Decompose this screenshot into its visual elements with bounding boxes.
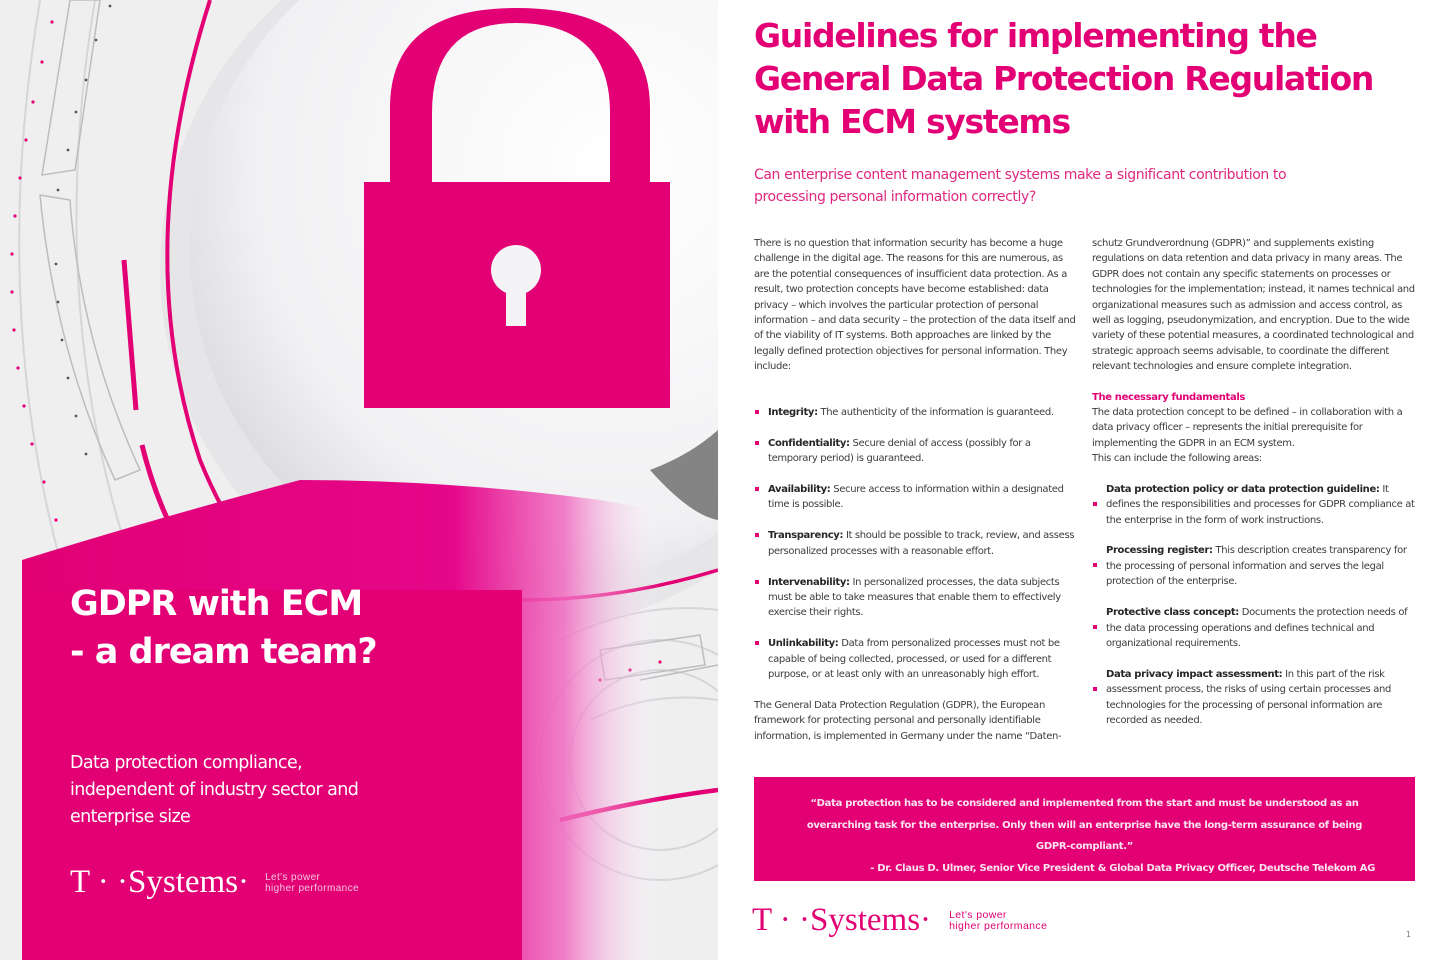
bullet-square-icon <box>1093 625 1097 629</box>
tagline-line2: higher performance <box>949 919 1048 932</box>
bullet-square-icon <box>755 533 759 537</box>
objective-text: It should be possible to track, review, and assess personalized processes with a reasonable effort. <box>768 530 1075 557</box>
area-term: Protective class concept: <box>1106 607 1239 619</box>
objective-text: The authenticity of the information is guaranteed. <box>817 406 1054 418</box>
bullet-square-icon <box>755 441 759 445</box>
cover-title <box>70 580 377 676</box>
section-heading: The necessary fundamentals <box>1092 391 1246 403</box>
area-text: In this part of the risk assessment process, the risks of using certain processes and technologies for the processing of personal information are recorded as needed. <box>1106 668 1392 727</box>
objective-term: Transparency: <box>768 530 844 542</box>
content-page <box>718 0 1440 960</box>
t-systems-logo-mark: T · ·Systems· <box>70 864 250 900</box>
list-item <box>1092 605 1422 651</box>
objective-text: Secure access to information within a designated time is possible. <box>768 483 1064 511</box>
area-term: Data privacy impact assessment: <box>1106 668 1283 680</box>
page-number: 1 <box>1406 930 1412 939</box>
page-lead: Can enterprise content management systems make a significant contribution to processing personal information correctly? <box>754 167 1287 205</box>
objective-term: Availability: <box>768 483 831 495</box>
cover-title-line2: - a dream team? <box>70 632 377 672</box>
list-item <box>754 405 1079 420</box>
objective-text: Secure denial of access (possibly for a temporary period) is guaranteed. <box>768 437 1031 464</box>
bullet-square-icon <box>1093 502 1097 506</box>
objective-term: Integrity: <box>768 406 818 418</box>
list-item <box>754 636 1079 682</box>
concept-areas-list <box>1092 482 1422 729</box>
logo-tagline <box>265 872 359 894</box>
quote-author: - Dr. Claus D. Ulmer, Senior Vice President & Global Data Privacy Officer, Deutsche Telekom AG <box>870 862 1375 874</box>
objective-term: Intervenability: <box>768 576 850 588</box>
intro-paragraph: There is no question that information security has become a huge challenge in the digital age. The reasons for this are numerous, as are the potential consequences of insufficient data protection. As a result, two protection concepts have become established: data privacy – which involves the particular protection of personal information – and data security – the protection of the data itself and of the viability of IT systems. Both approaches are linked by the legally defined protection objectives for personal information. They include: <box>754 238 1076 373</box>
objective-term: Unlinkability: <box>768 638 839 650</box>
objective-text: In personalized processes, the data subjects must be able to take measures that enable them to effectively exercise their rights. <box>768 576 1061 619</box>
quote-text: “Data protection has to be considered and implemented from the start and must be understood as an overarching task for the enterprise. Only then will an enterprise have the long-term assurance of being GDPR-compliant.” <box>806 798 1363 852</box>
list-item <box>754 575 1079 621</box>
area-term: Processing register: <box>1106 545 1213 557</box>
cover-subtitle: Data protection compliance, independent of industry sector and enterprise size <box>70 753 359 827</box>
protection-objectives-list <box>754 405 1079 683</box>
objective-text: Data from personalized processes must not be capable of being collected, processed, or used for a different purpose, or at least only with an unreasonably high effort. <box>768 638 1060 681</box>
list-item <box>1092 543 1422 589</box>
t-systems-logo-mark: T · ·Systems· <box>752 902 932 938</box>
cover-page <box>0 0 718 960</box>
bullet-square-icon <box>755 487 759 491</box>
cover-title-line1: GDPR with ECM <box>70 584 363 624</box>
pull-quote <box>754 777 1415 881</box>
area-text: This description creates transparency for the processing of personal information and serves the legal protection of the enterprise. <box>1106 545 1407 588</box>
left-column <box>754 236 1079 744</box>
bullet-square-icon <box>755 580 759 584</box>
tagline-line2: higher performance <box>265 882 359 894</box>
section-paragraph: The data protection concept to be defined – in collaboration with a data privacy officer – represents the initial prerequisite for implementing the GDPR in an ECM system. <box>1092 407 1403 449</box>
page-title: Guidelines for implementing the General Data Protection Regulation with ECM systems <box>754 16 1374 141</box>
logo-tagline <box>949 910 1047 932</box>
section-paragraph-2: This can include the following areas: <box>1092 453 1262 465</box>
list-item <box>1092 482 1422 528</box>
list-item <box>1092 667 1422 729</box>
area-text: Documents the protection needs of the data processing operations and defines technical and organizational requirements. <box>1106 607 1408 649</box>
gdpr-paragraph: The General Data Protection Regulation (GDPR), the European framework for protecting personal and personally identifiable information, is implemented in Germany under the name “Daten- <box>754 699 1062 742</box>
bullet-square-icon <box>755 410 759 414</box>
area-text: It defines the responsibilities and processes for GDPR compliance at the enterprise in the form of work instructions. <box>1106 483 1415 526</box>
bullet-square-icon <box>1093 563 1097 567</box>
continuation-paragraph: schutz Grundverordnung (GDPR)” and supplements existing regulations on data retention and data privacy in many areas. The GDPR does not contain any specific statements on processes or technologies for the implementation; instead, it names technical and organizational measures such as admission and access control, as well as logging, pseudonymization, and encryption. Due to the wide variety of these potential measures, a coordinated technological and strategic approach seems advisable, to coordinate the different relevant technologies and ensure complete integration. <box>1092 238 1415 373</box>
cover-t-systems-logo <box>70 866 359 899</box>
page-t-systems-logo <box>752 904 1047 937</box>
area-term: Data protection policy or data protection guideline: <box>1106 483 1380 495</box>
tagline-line1: Let's power <box>265 871 321 883</box>
list-item <box>754 528 1079 559</box>
objective-term: Confidentiality: <box>768 437 850 449</box>
bullet-square-icon <box>755 641 759 645</box>
bullet-square-icon <box>1093 687 1097 691</box>
list-item <box>754 436 1079 467</box>
tagline-line1: Let's power <box>949 908 1007 921</box>
right-column <box>1092 236 1422 744</box>
list-item <box>754 482 1079 513</box>
